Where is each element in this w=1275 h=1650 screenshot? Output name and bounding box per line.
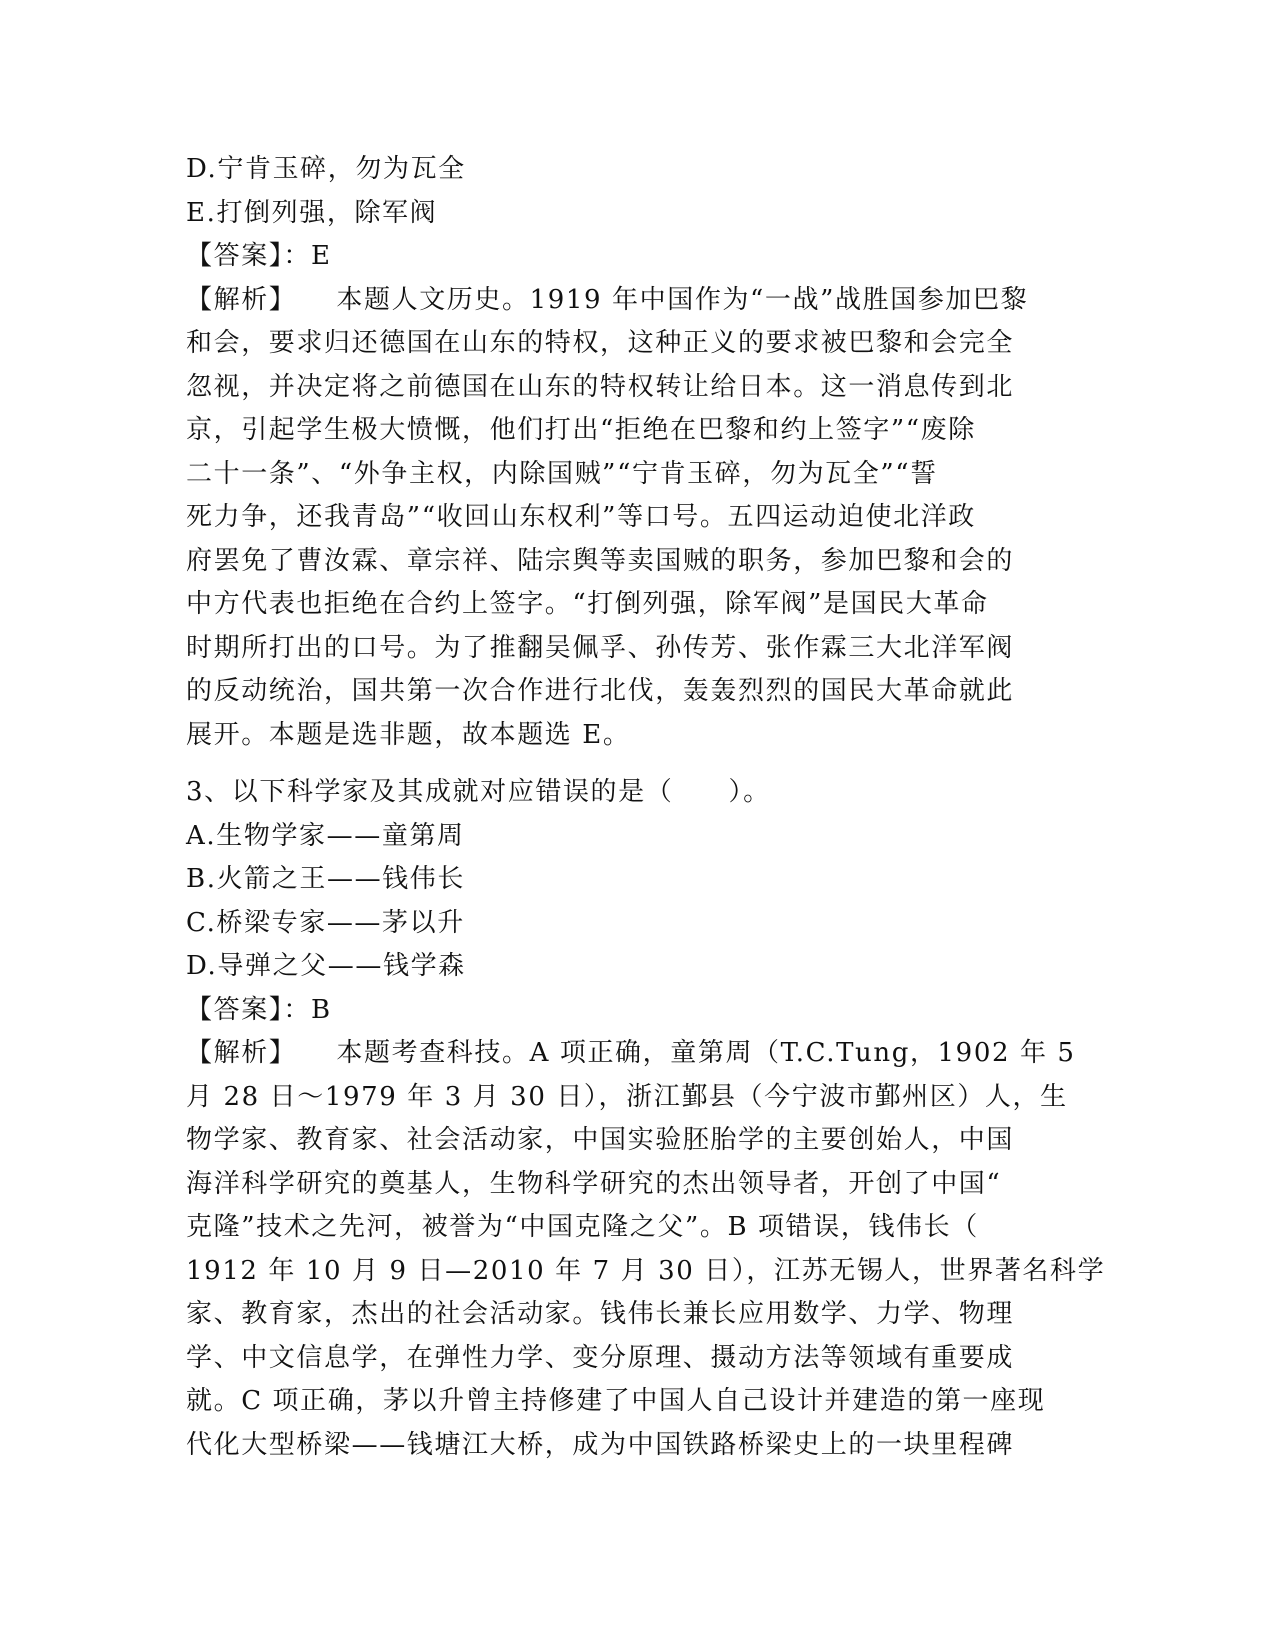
q2-analysis-label: 【解析】 <box>186 284 297 315</box>
q2-analysis-line-2: 忽视，并决定将之前德国在山东的特权转让给日本。这一消息传到北 <box>186 371 1015 402</box>
q3-analysis-line-7: 学、中文信息学，在弹性力学、变分原理、摄动方法等领域有重要成 <box>186 1342 1015 1373</box>
q2-analysis-line-7: 中方代表也拒绝在合约上签字。“打倒列强，除军阀”是国民大革命 <box>186 589 989 619</box>
q3-option-a: A.生物学家——童第周 <box>186 820 465 851</box>
q3-answer-label: 【答案】： <box>186 994 312 1025</box>
q2-analysis-text-0: 本题人文历史。1919 年中国作为“一战”战胜国参加巴黎 <box>336 284 1029 315</box>
q2-option-d: D.宁肯玉碎，勿为瓦全 <box>186 154 466 184</box>
q2-answer <box>186 235 1082 279</box>
q3-answer <box>186 989 1082 1033</box>
q3-answer-value: B <box>311 994 332 1025</box>
q3-stem: 3、以下科学家及其成就对应错误的是（ ）。 <box>186 777 771 807</box>
page-content <box>186 148 1106 1467</box>
q2-answer-label: 【答案】： <box>186 241 312 271</box>
q3-analysis-line-1: 月 28 日～1979 年 3 月 30 日），浙江鄞县（今宁波市鄞州区）人，生 <box>186 1081 1068 1112</box>
q3-analysis-label: 【解析】 <box>186 1038 297 1068</box>
q3-option-d: D.导弹之父——钱学森 <box>186 951 466 981</box>
q2-analysis-line-5: 死力争，还我青岛”“收回山东权利”等口号。五四运动迫使北洋政 <box>186 502 976 532</box>
q3-analysis-line-3: 海洋科学研究的奠基人，生物科学研究的杰出领导者，开创了中国“ <box>186 1168 1002 1199</box>
q3-analysis-line-0 <box>186 1032 1082 1076</box>
q3-analysis-line-8: 就。C 项正确，茅以升曾主持修建了中国人自己设计并建造的第一座现 <box>186 1386 1046 1416</box>
q3-analysis-line-4: 克隆”技术之先河，被誉为“中国克隆之父”。B 项错误，钱伟长（ <box>186 1212 979 1242</box>
q2-analysis-line-4: 二十一条”、“外争主权，内除国贼”“宁肯玉碎，勿为瓦全”“誓 <box>186 458 938 489</box>
q3-analysis-line-2: 物学家、教育家、社会活动家，中国实验胚胎学的主要创始人，中国 <box>186 1125 1015 1155</box>
q2-analysis-line-9: 的反动统治，国共第一次合作进行北伐，轰轰烈烈的国民大革命就此 <box>186 676 1015 706</box>
q2-analysis-line-10: 展开。本题是选非题，故本题选 E。 <box>186 719 631 750</box>
question-gap <box>186 757 1082 771</box>
q3-option-b: B.火箭之王——钱伟长 <box>186 864 465 894</box>
q3-analysis-line-6: 家、教育家，杰出的社会活动家。钱伟长兼长应用数学、力学、物理 <box>186 1299 1015 1329</box>
q2-answer-value: E <box>311 241 332 271</box>
q3-option-c: C.桥梁专家——茅以升 <box>186 907 465 938</box>
q2-option-e: E.打倒列强，除军阀 <box>186 197 438 228</box>
q3-analysis-line-5: 1912 年 10 月 9 日—2010 年 7 月 30 日），江苏无锡人，世界著名科学 <box>186 1255 1106 1286</box>
q2-analysis-line-8: 时期所打出的口号。为了推翻吴佩孚、孙传芳、张作霖三大北洋军阀 <box>186 632 1015 663</box>
q2-analysis-line-6: 府罢免了曹汝霖、章宗祥、陆宗舆等卖国贼的职务，参加巴黎和会的 <box>186 545 1015 576</box>
q3-analysis-text-0: 本题考查科技。A 项正确，童第周（T.C.Tung，1902 年 5 <box>336 1038 1076 1068</box>
q2-analysis-line-0 <box>186 279 1082 323</box>
q2-analysis-line-1: 和会，要求归还德国在山东的特权，这种正义的要求被巴黎和会完全 <box>186 328 1015 358</box>
q3-analysis-line-9: 代化大型桥梁——钱塘江大桥，成为中国铁路桥梁史上的一块里程碑 <box>186 1429 1015 1460</box>
q2-analysis-line-3: 京，引起学生极大愤慨，他们打出“拒绝在巴黎和约上签字”“废除 <box>186 415 976 445</box>
